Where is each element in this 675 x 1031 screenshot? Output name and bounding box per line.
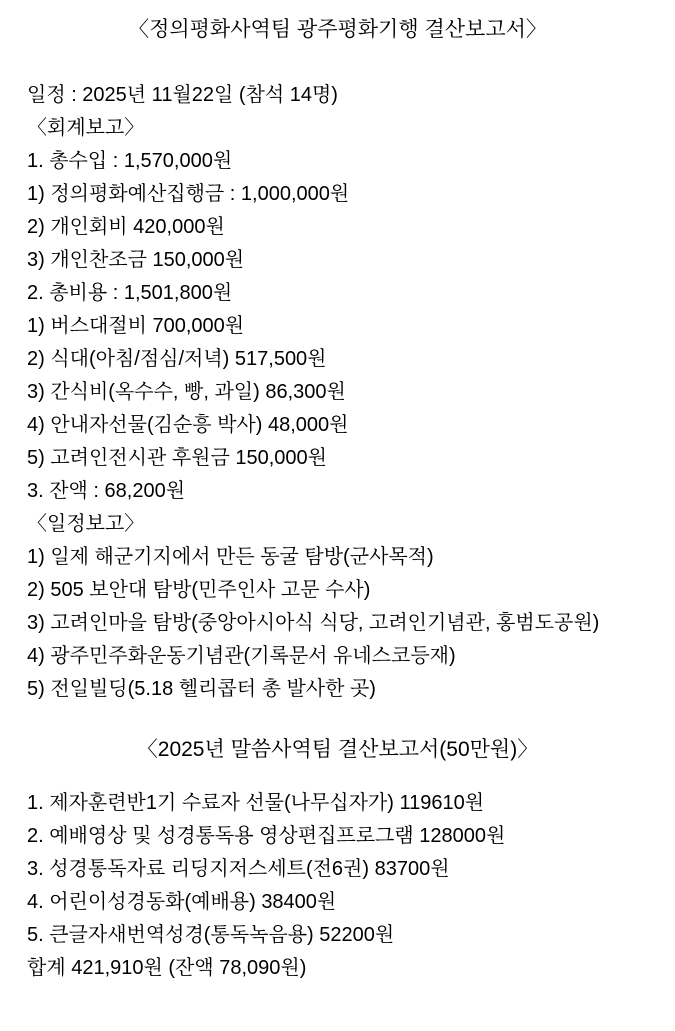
report-line: 3) 간식비(옥수수, 빵, 과일) 86,300원	[27, 381, 346, 403]
report-line: 5) 전일빌딩(5.18 헬리콥터 총 발사한 곳)	[27, 678, 376, 700]
report-line: 2) 식대(아침/점심/저녁) 517,500원	[27, 348, 327, 370]
report-line: 일정 : 2025년 11월22일 (참석 14명)	[27, 84, 338, 106]
report-line: 4) 안내자선물(김순흥 박사) 48,000원	[27, 414, 349, 436]
report-line: 4) 광주민주화운동기념관(기록문서 유네스코등재)	[27, 645, 456, 667]
report-line: 3) 개인찬조금 150,000원	[27, 249, 245, 271]
report-line: 합계 421,910원 (잔액 78,090원)	[27, 957, 307, 979]
report-line: 2. 예배영상 및 성경통독용 영상편집프로그램 128000원	[27, 825, 506, 847]
report-line: 2. 총비용 : 1,501,800원	[27, 282, 233, 304]
report-line: 3. 잔액 : 68,200원	[27, 480, 186, 502]
report-line: 〈일정보고〉	[27, 513, 145, 535]
report-line: 5. 큰글자새번역성경(통독녹음용) 52200원	[27, 924, 395, 946]
report-line: 3. 성경통독자료 리딩지저스세트(전6권) 83700원	[27, 858, 450, 880]
report1-title: 〈정의평화사역팀 광주평화기행 결산보고서〉	[128, 18, 547, 41]
report-line: 2) 개인회비 420,000원	[27, 216, 225, 238]
report-line: 3) 고려인마을 탐방(중앙아시아식 식당, 고려인기념관, 홍범도공원)	[27, 612, 600, 634]
report-line: 1. 제자훈련반1기 수료자 선물(나무십자가) 119610원	[27, 792, 485, 814]
report-line: 1) 일제 해군기지에서 만든 동굴 탐방(군사목적)	[27, 546, 434, 568]
report2-title: 〈2025년 말씀사역팀 결산보고서(50만원)〉	[136, 738, 539, 761]
report-line: 〈회계보고〉	[27, 117, 145, 139]
report-line: 1) 버스대절비 700,000원	[27, 315, 245, 337]
report-line: 5) 고려인전시관 후원금 150,000원	[27, 447, 327, 469]
report-line: 1. 총수입 : 1,570,000원	[27, 150, 233, 172]
report-line: 2) 505 보안대 탐방(민주인사 고문 수사)	[27, 579, 371, 601]
report-line: 4. 어린이성경동화(예배용) 38400원	[27, 891, 337, 913]
report-line: 1) 정의평화예산집행금 : 1,000,000원	[27, 183, 350, 205]
